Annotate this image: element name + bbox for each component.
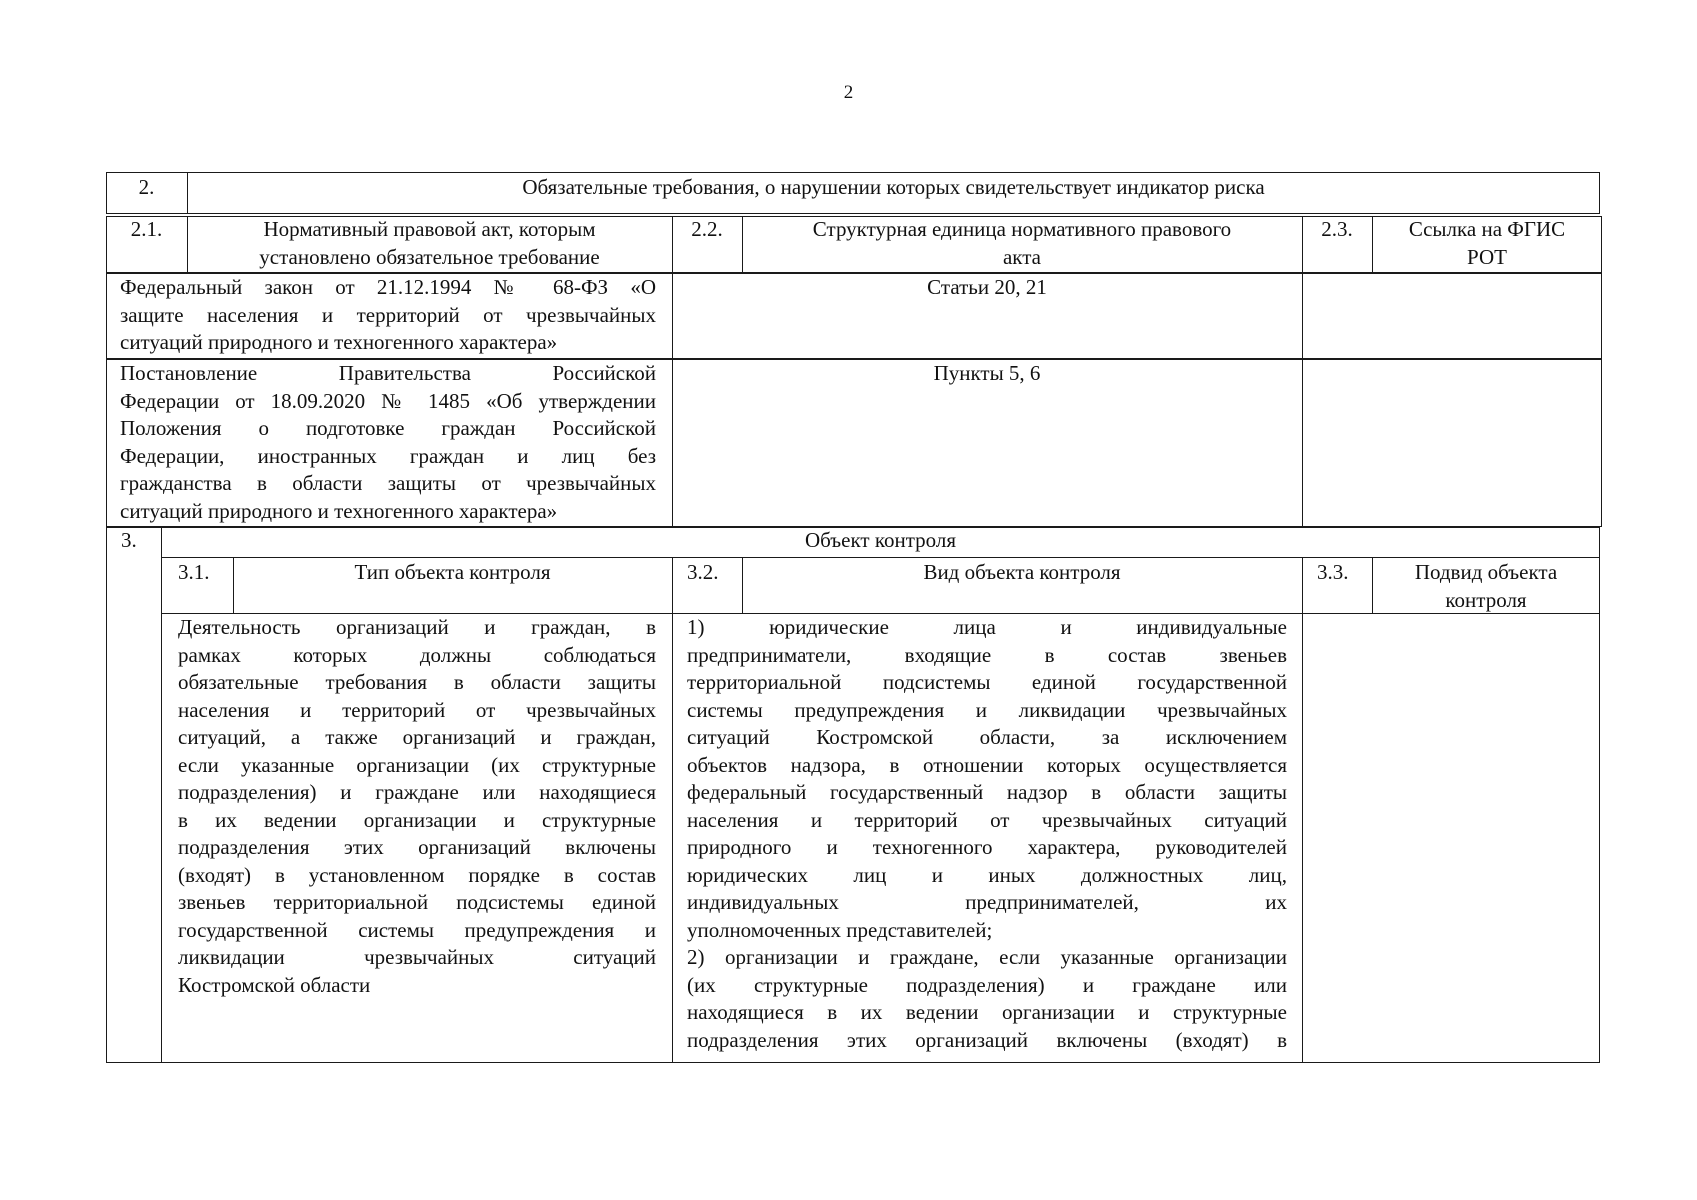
- text-line: государственной системы предупреждения и: [178, 917, 656, 942]
- text-line: уполномоченных представителей;: [687, 917, 993, 942]
- sub-2-2-label: [742, 216, 1302, 271]
- text-line: 2) организации и граждане, если указанные организации: [687, 945, 1287, 969]
- text-line: (их структурные подразделения) и граждане или: [687, 972, 1287, 997]
- text-line: Постановление Правительства Российской: [120, 361, 656, 385]
- sub-2-1-number: 2.1.: [130, 217, 163, 241]
- text-line: Ссылка на ФГИС: [1408, 217, 1566, 241]
- text-line: системы предупреждения и ликвидации чрезвычайных: [687, 697, 1287, 722]
- text-line: Структурная единица нормативного правового: [812, 217, 1232, 241]
- text-line: гражданства в области защиты от чрезвычайных: [120, 471, 656, 495]
- sub-3-2-label: Вид объекта контроля: [923, 560, 1121, 584]
- text-line: подразделения этих организаций включены (входят) в: [687, 1027, 1287, 1052]
- text-line: территориальной подсистемы единой государственной: [687, 670, 1287, 694]
- text-line: населения и территорий от чрезвычайных ситуаций: [687, 807, 1287, 832]
- text-line: предприниматели, входящие в состав звеньев: [687, 642, 1287, 667]
- divider: [1302, 359, 1303, 527]
- text-line: находящиеся в их ведении организации и структурные: [687, 1000, 1287, 1024]
- text-line: если указанные организации (их структурные: [178, 752, 656, 777]
- text-line: Федеральный закон от 21.12.1994 № 68-ФЗ «О: [120, 275, 656, 299]
- control-object-type-text: [178, 614, 656, 999]
- act-row-1-text: [120, 274, 656, 357]
- text-line: ликвидации чрезвычайных ситуаций: [178, 945, 656, 969]
- sub-3-3-number: 3.3.: [1317, 560, 1349, 584]
- text-line: населения и территорий от чрезвычайных: [178, 697, 656, 722]
- text-line: в их ведении организации и структурные: [178, 807, 656, 832]
- sub-3-1-label: Тип объекта контроля: [354, 560, 551, 584]
- text-line: ситуаций природного и техногенного характера»: [120, 498, 558, 523]
- act-row-2-unit: Пункты 5, 6: [933, 361, 1041, 385]
- text-line: ситуаций, а также организаций и граждан,: [178, 725, 656, 749]
- sub-2-1-label: [187, 216, 672, 271]
- text-line: Положения о подготовке граждан Российской: [120, 416, 656, 440]
- sub-3-3-label: [1372, 559, 1600, 614]
- text-line: подразделения этих организаций включены: [178, 835, 656, 859]
- text-line: РОТ: [1467, 244, 1507, 269]
- text-line: контроля: [1445, 587, 1527, 612]
- act-row-2-text: [120, 360, 656, 525]
- text-line: обязательные требования в области защиты: [178, 670, 656, 694]
- divider: [1302, 557, 1303, 1063]
- text-line: ситуаций Костромской области, за исключением: [687, 725, 1287, 749]
- page-number: 2: [843, 82, 854, 103]
- text-line: 1) юридические лица и индивидуальные: [687, 615, 1287, 639]
- sub-3-2-number: 3.2.: [687, 560, 719, 584]
- text-line: природного и техногенного характера, руководителей: [687, 835, 1287, 859]
- sub-2-3-number: 2.3.: [1321, 217, 1353, 241]
- act-row-1-unit: Статьи 20, 21: [927, 275, 1047, 299]
- sub-2-2-number: 2.2.: [691, 217, 723, 241]
- text-line: юридических лиц и иных должностных лиц,: [687, 862, 1287, 887]
- text-line: Подвид объекта: [1414, 560, 1558, 584]
- section2-title: Обязательные требования, о нарушении которых свидетельствует индикатор риска: [522, 175, 1265, 199]
- divider: [161, 557, 1600, 558]
- text-line: рамках которых должны соблюдаться: [178, 642, 656, 667]
- divider: [161, 527, 162, 1063]
- text-line: звеньев территориальной подсистемы единой: [178, 890, 656, 914]
- sub-2-3-label: [1372, 216, 1602, 271]
- section3-title: Объект контроля: [804, 528, 957, 552]
- text-line: акта: [1002, 244, 1041, 269]
- text-line: федеральный государственный надзор в области защиты: [687, 780, 1287, 804]
- text-line: (входят) в установленном порядке в состав: [178, 862, 656, 887]
- text-line: Федерации от 18.09.2020 № 1485 «Об утверждении: [120, 388, 656, 413]
- text-line: подразделения) и граждане или находящиеся: [178, 780, 656, 804]
- text-line: индивидуальных предпринимателей, их: [687, 890, 1287, 914]
- text-line: Костромской области: [178, 972, 371, 997]
- text-line: Нормативный правовой акт, которым: [263, 217, 596, 241]
- section2-number: 2.: [138, 175, 155, 199]
- section3-number: 3.: [121, 528, 137, 552]
- text-line: Деятельность организаций и граждан, в: [178, 615, 656, 639]
- sub-3-1-number: 3.1.: [178, 560, 210, 584]
- divider: [1302, 273, 1303, 359]
- text-line: объектов надзора, в отношении которых осуществляется: [687, 752, 1287, 777]
- text-line: защите населения и территорий от чрезвычайных: [120, 302, 656, 327]
- text-line: Федерации, иностранных граждан и лиц без: [120, 443, 656, 468]
- control-object-kind-text: [687, 614, 1287, 1054]
- text-line: ситуаций природного и техногенного характера»: [120, 330, 558, 354]
- text-line: установлено обязательное требование: [259, 244, 600, 269]
- divider: [672, 557, 673, 1063]
